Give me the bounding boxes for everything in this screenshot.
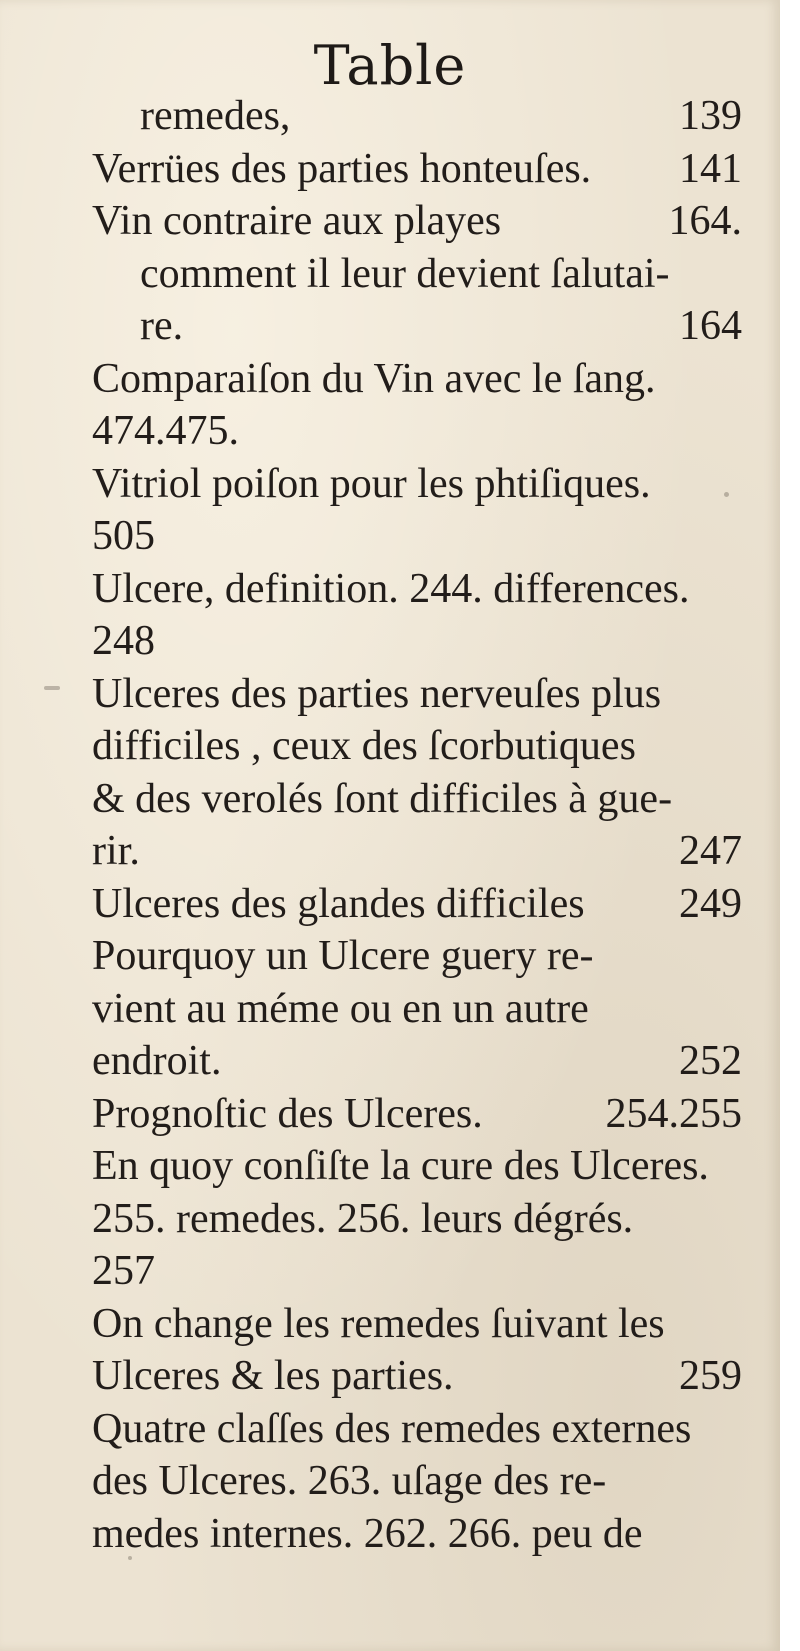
entry-line: [92, 405, 742, 458]
entry-text: & des verolés ſont difficiles à gue-: [92, 775, 673, 822]
entry-text: 505: [92, 513, 155, 559]
entry-text: Ulceres & les parties.: [92, 1353, 454, 1399]
ink-spot: [724, 492, 729, 497]
entry-text: comment il leur devient ſalutai-: [140, 250, 670, 297]
index-entry: [92, 195, 742, 248]
entry-line: [92, 563, 742, 616]
entry-line: [92, 773, 742, 826]
page-number: 164: [679, 303, 742, 349]
page-number: 247: [679, 828, 742, 874]
entry-line: [140, 300, 742, 353]
index-entry: [92, 1403, 742, 1561]
index-entry: [92, 930, 742, 1088]
page-number: 139: [679, 93, 742, 139]
entry-line: [92, 1298, 742, 1351]
entry-line: rir. 247: [140, 825, 742, 878]
index-entry: [92, 458, 742, 563]
index-entry: [92, 90, 742, 143]
entry-text: 474.475.: [92, 408, 239, 454]
page-number: 141: [679, 145, 742, 192]
entry-text: remedes,: [140, 93, 291, 139]
entry-line: [92, 1455, 742, 1508]
entry-line: [92, 1088, 742, 1141]
page-number: 252: [679, 1038, 742, 1084]
entry-text: vient au méme ou en un autre: [92, 985, 589, 1032]
entry-line: [140, 248, 742, 301]
index-entry: [92, 248, 742, 353]
index-entry: [92, 563, 742, 668]
entry-text: difficiles , ceux des ſcorbutiques: [92, 723, 636, 769]
entry-line: [92, 510, 742, 563]
entry-text: Pourquoy un Ulcere guery re-: [92, 933, 594, 979]
index-entry: [92, 1140, 742, 1298]
entry-text: Comparaiſon du Vin avec le ſang.: [92, 355, 656, 402]
index-entry: [92, 1298, 742, 1403]
page-number: 164.: [668, 198, 742, 244]
entry-text: Ulcere, definition. 244. differences.: [92, 565, 690, 612]
page-number: 254.255: [605, 1090, 742, 1137]
entry-text: 248: [92, 618, 155, 664]
entry-text: endroit.: [92, 1038, 222, 1084]
ink-spot: [44, 686, 60, 690]
entry-text: Vin contraire aux playes: [92, 198, 502, 244]
entry-text: des Ulceres. 263. uſage des re-: [92, 1458, 607, 1504]
entry-text: Vitriol poiſon pour les phtiſiques.: [92, 460, 651, 507]
page-header: Table: [313, 34, 467, 97]
entry-line: [92, 720, 742, 773]
entry-line: [92, 1245, 742, 1298]
entry-line: [92, 143, 742, 196]
entry-text: En quoy conſiſte la cure des Ulceres.: [92, 1143, 709, 1189]
entry-line: [92, 1193, 742, 1246]
page-number: 249: [679, 880, 742, 927]
entry-line: [92, 878, 742, 931]
page-number: 259: [679, 1353, 742, 1399]
entry-text: Verrües des parties honteuſes.: [92, 145, 592, 192]
entry-line: [92, 668, 742, 721]
entry-line: [92, 353, 742, 406]
index-entry: [92, 143, 742, 196]
ink-spot: [128, 1556, 132, 1560]
entry-text: On change les remedes ſuivant les: [92, 1300, 665, 1347]
entry-text: medes internes. 262. 266. peu de: [92, 1510, 643, 1557]
index-entry: [92, 1088, 742, 1141]
index-entry: [92, 353, 742, 458]
entry-text: re.: [140, 303, 184, 349]
entry-text: Prognoſtic des Ulceres.: [92, 1090, 483, 1137]
entry-line: [92, 1140, 742, 1193]
entry-line: [92, 983, 742, 1036]
index-entry: [92, 878, 742, 931]
entry-line: [92, 195, 742, 248]
entry-line: [92, 930, 742, 983]
entry-line: [140, 90, 742, 143]
index-entries: [92, 90, 742, 1560]
entry-text: Ulceres des glandes difficiles: [92, 880, 585, 927]
entry-text: 257: [92, 1248, 155, 1294]
entry-line: [92, 1350, 742, 1403]
entry-line: [92, 1508, 742, 1561]
entry-line: [92, 458, 742, 511]
entry-line: [92, 1035, 742, 1088]
entry-text: 255. remedes. 256. leurs dégrés.: [92, 1195, 634, 1242]
entry-line: [92, 1403, 742, 1456]
entry-line: [92, 615, 742, 668]
index-entry: [92, 668, 742, 878]
entry-text: Quatre claſſes des remedes externes: [92, 1405, 692, 1452]
entry-text: Ulceres des parties nerveuſes plus: [92, 670, 662, 717]
